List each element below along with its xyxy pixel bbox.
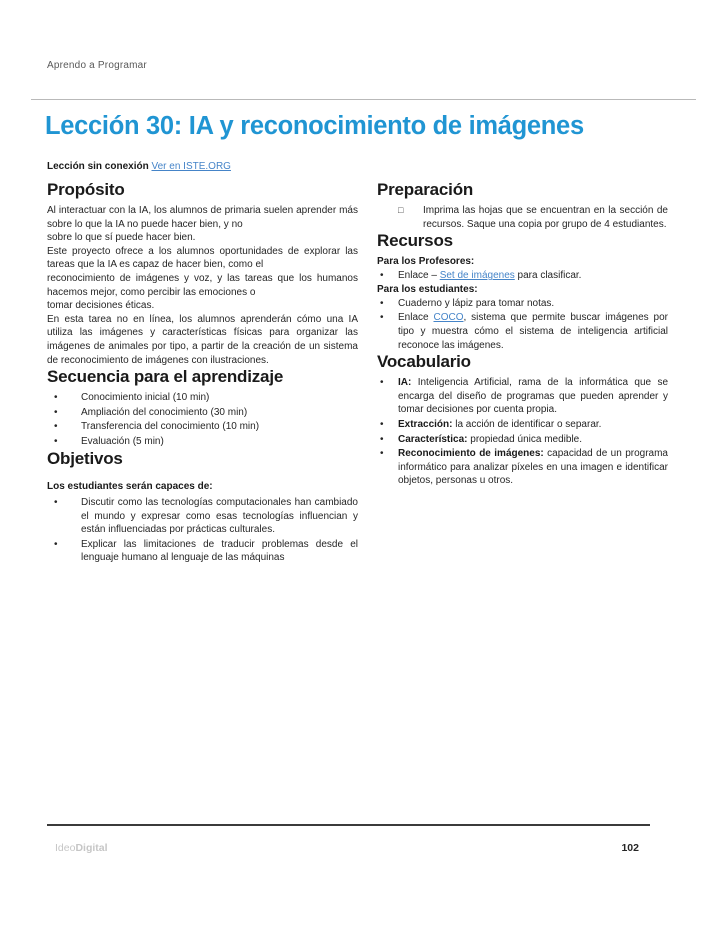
bullet-icon: • xyxy=(54,406,58,418)
page-number: 102 xyxy=(621,842,639,854)
vocab-item xyxy=(398,376,668,417)
list-item-text: Conocimiento inicial (10 min) xyxy=(81,392,210,404)
vocabulario-heading: Vocabulario xyxy=(377,352,471,372)
list-item-text: Ampliación del conocimiento (30 min) xyxy=(81,406,248,418)
proposito-paragraph: En esta tarea no en línea, los alumnos aprenderán cómo una IA utiliza las imágenes y características físicas para organizar las imágenes de animales por tipo, a partir de la creación de un sistema de reconocimiento de imágenes con ilustraciones. xyxy=(47,313,358,366)
page-title: Lección 30: IA y reconocimiento de imágenes xyxy=(45,112,584,140)
list-item xyxy=(377,447,668,488)
list-item-text xyxy=(398,269,668,283)
list-item xyxy=(47,391,358,405)
right-column xyxy=(377,180,668,565)
vocab-definition: la acción de identificar o separar. xyxy=(452,418,602,430)
two-column-layout xyxy=(47,180,668,565)
resource-text: Enlace – xyxy=(398,270,440,282)
list-item xyxy=(377,376,668,417)
list-item-text: Discutir como las tecnologías computacionales han cambiado el mundo y expresar como esas tecnologías influencian y están influenciadas por prácticas culturales. xyxy=(81,497,358,536)
checkbox-bullet-icon: □ xyxy=(398,205,404,215)
bullet-icon: • xyxy=(380,418,384,430)
list-item-text: Explicar las limitaciones de traducir problemas desde el lenguaje humano al lenguaje de las máquinas xyxy=(81,538,358,564)
list-item xyxy=(377,297,668,311)
section-proposito xyxy=(47,180,358,367)
footer-brand xyxy=(55,842,108,854)
resource-text: Enlace xyxy=(398,312,434,324)
section-recursos xyxy=(377,231,668,352)
list-item xyxy=(377,418,668,432)
list-item-text: Transferencia del conocimiento (10 min) xyxy=(81,421,260,433)
proposito-paragraph: Este proyecto ofrece a los alumnos oportunidades de explorar las tareas que la IA es capaz de hacer bien, como el xyxy=(47,245,358,271)
list-item xyxy=(47,538,358,565)
subtitle-label: Lección sin conexión xyxy=(47,161,149,172)
vocab-item xyxy=(398,418,668,432)
list-item-text xyxy=(398,311,668,352)
list-item xyxy=(47,435,358,449)
list-item-text: Imprima las hojas que se encuentran en la sección de recursos. Saque una copia por grupo de 4 estudiantes. xyxy=(423,205,668,230)
coco-link[interactable]: COCO xyxy=(433,312,464,324)
proposito-paragraph: reconocimiento de imágenes y voz, y las tareas que los humanos hacemos mejor, como percibir las emociones o xyxy=(47,272,358,298)
bullet-icon: • xyxy=(54,435,58,447)
brand-light: Ideo xyxy=(55,842,76,854)
resource-text: , sistema que permite buscar imágenes por tipo y muestra cómo el sistema de inteligencia artificial reconoce las imágenes. xyxy=(398,312,668,351)
resource-text: para clasificar. xyxy=(514,270,582,282)
footer-divider xyxy=(47,824,650,826)
header-divider xyxy=(31,99,696,100)
recursos-teachers-label: Para los Profesores: xyxy=(377,256,475,268)
list-item xyxy=(377,204,668,231)
vocab-definition: Inteligencia Artificial, rama de la informática que se encarga del diseño de programas que pueden aprender y tomar decisiones por cuenta propia. xyxy=(398,377,668,416)
bullet-icon: • xyxy=(54,497,58,509)
bullet-icon: • xyxy=(380,270,384,282)
bullet-icon: • xyxy=(380,312,384,324)
left-column xyxy=(47,180,358,565)
brand-bold: Digital xyxy=(75,842,108,854)
proposito-heading: Propósito xyxy=(47,180,125,199)
bullet-icon: • xyxy=(54,392,58,404)
vocab-definition: propiedad única medible. xyxy=(467,433,583,445)
objetivos-intro: Los estudiantes serán capaces de: xyxy=(47,480,213,492)
list-item xyxy=(377,311,668,352)
recursos-heading: Recursos xyxy=(377,231,453,251)
bullet-icon: • xyxy=(54,538,58,550)
iste-link[interactable]: Ver en ISTE.ORG xyxy=(151,161,231,172)
list-item-text: Evaluación (5 min) xyxy=(81,435,164,447)
list-item xyxy=(47,406,358,420)
preparacion-heading: Preparación xyxy=(377,180,474,199)
vocab-definition: capacidad de un programa informático para analizar píxeles en una imagen e identificar objetos, personas u otros. xyxy=(398,448,668,487)
list-item xyxy=(377,433,668,447)
recursos-students-label: Para los estudiantes: xyxy=(377,283,478,295)
proposito-paragraph: Al interactuar con la IA, los alumnos de primaria suelen aprender más sobre lo que la IA no puede hacer bien, y no xyxy=(47,205,358,230)
vocab-term: IA: xyxy=(398,377,412,389)
section-objetivos xyxy=(47,449,358,566)
bullet-icon: • xyxy=(380,448,384,460)
vocab-term: Reconocimiento de imágenes: xyxy=(398,448,544,460)
secuencia-heading: Secuencia para el aprendizaje xyxy=(47,367,284,387)
doc-header-title: Aprendo a Programar xyxy=(47,60,147,71)
vocab-item xyxy=(398,447,668,488)
bullet-icon: • xyxy=(380,377,384,389)
section-preparacion xyxy=(377,180,668,231)
list-item-text: Cuaderno y lápiz para tomar notas. xyxy=(398,297,555,309)
proposito-paragraph: tomar decisiones éticas. xyxy=(47,300,155,312)
vocab-term: Característica: xyxy=(398,433,468,445)
proposito-paragraph: sobre lo que sí puede hacer bien. xyxy=(47,232,196,244)
list-item xyxy=(47,420,358,434)
vocab-term: Extracción: xyxy=(398,418,453,430)
list-item xyxy=(47,496,358,537)
section-secuencia xyxy=(47,367,358,448)
vocab-item xyxy=(398,433,668,447)
bullet-icon: • xyxy=(380,433,384,445)
set-imagenes-link[interactable]: Set de imágenes xyxy=(439,270,515,282)
section-vocabulario xyxy=(377,352,668,488)
bullet-icon: • xyxy=(54,421,58,433)
subtitle xyxy=(47,161,231,172)
list-item xyxy=(377,269,668,283)
objetivos-heading: Objetivos xyxy=(47,448,123,468)
bullet-icon: • xyxy=(380,297,384,309)
